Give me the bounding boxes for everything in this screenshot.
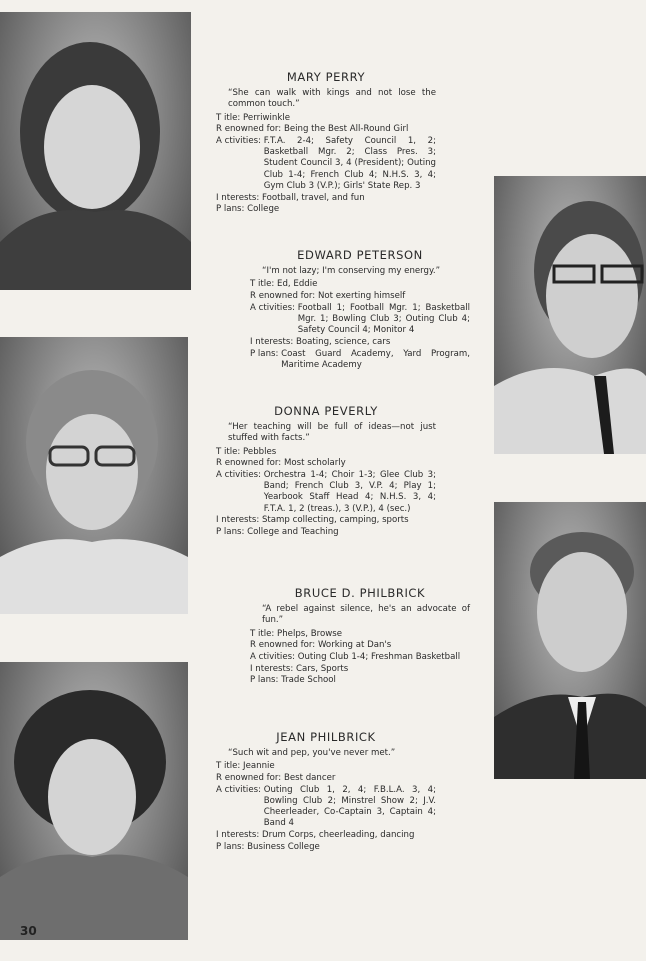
field-label: T itle: xyxy=(216,446,244,457)
field-label: R enowned for: xyxy=(216,773,284,784)
field-label: R enowned for: xyxy=(216,458,284,469)
portrait-bruce-philbrick xyxy=(494,502,646,779)
field-label: T itle: xyxy=(216,112,244,123)
title-field xyxy=(216,113,436,124)
field-value: Not exerting himself xyxy=(317,291,406,302)
field-value: Football, travel, and fun xyxy=(261,192,365,203)
activities-field xyxy=(250,652,470,663)
plans-field xyxy=(216,204,436,215)
field-value: Jeannie xyxy=(243,761,275,772)
student-name: MARY PERRY xyxy=(286,70,366,84)
field-label: I nterests: xyxy=(216,830,262,841)
field-value: Phelps, Browse xyxy=(277,628,343,639)
field-value: Ed, Eddie xyxy=(277,279,318,290)
field-value: College xyxy=(247,204,280,215)
portrait-mary-perry xyxy=(0,12,191,290)
student-name: BRUCE D. PHILBRICK xyxy=(294,586,426,600)
entry-mary-perry xyxy=(216,72,436,216)
interests-field xyxy=(250,337,470,348)
plans-field xyxy=(250,349,470,371)
field-value: Pebbles xyxy=(243,446,277,457)
field-label: A ctivities: xyxy=(250,652,298,663)
field-value: Most scholarly xyxy=(283,458,346,469)
title-field xyxy=(250,279,470,290)
field-label: T itle: xyxy=(250,628,278,639)
field-label: I nterests: xyxy=(250,336,296,347)
interests-field xyxy=(216,830,436,841)
portrait-edward-peterson xyxy=(494,176,646,454)
title-field xyxy=(216,761,436,772)
field-label: T itle: xyxy=(250,279,278,290)
field-value: Orchestra 1-4; Choir 1-3; Glee Club 3; Band; French Club 3, V.P. 4; Play 1; Yearbook Staff Head 4; N.H.S. 3, 4; F.T.A. 1, 2 (treas.), 3 (V.P.), 4 (sec.) xyxy=(263,470,436,514)
student-quote: “I'm not lazy; I'm conserving my energy.” xyxy=(262,266,441,277)
renowned-field xyxy=(216,124,436,135)
interests-field xyxy=(216,515,436,526)
field-label: I nterests: xyxy=(216,192,262,203)
title-field xyxy=(216,447,436,458)
field-label: A ctivities: xyxy=(216,136,264,147)
entry-donna-peverly xyxy=(216,406,436,539)
portrait-donna-peverly xyxy=(0,337,188,614)
field-value: Boating, science, cars xyxy=(295,336,391,347)
renowned-field xyxy=(216,773,436,784)
field-label: T itle: xyxy=(216,761,244,772)
field-value: Perriwinkle xyxy=(243,112,291,123)
field-value: Stamp collecting, camping, sports xyxy=(261,515,409,526)
renowned-field xyxy=(216,458,436,469)
field-value: Being the Best All-Round Girl xyxy=(283,124,409,135)
renowned-field xyxy=(250,291,470,302)
activities-field xyxy=(216,136,436,192)
field-label: I nterests: xyxy=(216,515,262,526)
title-field xyxy=(250,629,470,640)
plans-field xyxy=(250,675,470,686)
student-quote: “Her teaching will be full of ideas—not just stuffed with facts.” xyxy=(228,422,436,444)
interests-field xyxy=(216,193,436,204)
interests-field xyxy=(250,664,470,675)
field-value: Outing Club 1-4; Freshman Basketball xyxy=(297,652,461,663)
field-value: Football 1; Football Mgr. 1; Basketball Mgr. 1; Bowling Club 3; Outing Club 4; Safety Council 4; Monitor 4 xyxy=(297,302,470,336)
activities-field xyxy=(216,470,436,515)
field-value: Best dancer xyxy=(283,773,336,784)
field-value: Working at Dan's xyxy=(317,640,392,651)
field-label: A ctivities: xyxy=(250,302,298,313)
field-value: College and Teaching xyxy=(247,527,339,538)
student-name: JEAN PHILBRICK xyxy=(276,730,376,744)
plans-field xyxy=(216,842,436,853)
field-value: Coast Guard Academy, Yard Program, Maritime Academy xyxy=(281,348,470,370)
student-quote: “She can walk with kings and not lose the common touch.” xyxy=(228,88,436,110)
field-label: R enowned for: xyxy=(250,640,318,651)
plans-field xyxy=(216,527,436,538)
field-label: P lans: xyxy=(216,204,248,215)
field-value: F.T.A. 2-4; Safety Council 1, 2; Basketball Mgr. 2; Class Pres. 3; Student Council 3, 4 (President); Outing Club 1-4; French Club 4; N.H.S. 3, 4; Gym Club 3 (V.P.); Girls' State Rep. 3 xyxy=(263,136,436,191)
field-label: I nterests: xyxy=(250,663,296,674)
field-label: R enowned for: xyxy=(216,124,284,135)
field-value: Outing Club 1, 2, 4; F.B.L.A. 3, 4; Bowling Club 2; Minstrel Show 2; J.V. Cheerleader, Co-Captain 3, Captain 4; Band 4 xyxy=(263,784,436,829)
entry-bruce-philbrick xyxy=(250,588,470,687)
field-label: P lans: xyxy=(250,675,282,686)
renowned-field xyxy=(250,640,470,651)
entry-jean-philbrick xyxy=(216,732,436,854)
field-label: A ctivities: xyxy=(216,470,264,481)
portrait-jean-philbrick xyxy=(0,662,188,940)
field-value: Drum Corps, cheerleading, dancing xyxy=(261,830,415,841)
student-quote: “Such wit and pep, you've never met.” xyxy=(228,748,396,759)
field-value: Trade School xyxy=(281,675,336,686)
field-label: P lans: xyxy=(216,841,248,852)
field-label: A ctivities: xyxy=(216,784,264,795)
field-label: R enowned for: xyxy=(250,291,318,302)
activities-field xyxy=(216,785,436,830)
activities-field xyxy=(250,303,470,337)
field-value: Business College xyxy=(247,841,320,852)
field-value: Cars, Sports xyxy=(295,663,349,674)
page-number: 30 xyxy=(20,924,37,938)
entry-edward-peterson xyxy=(250,250,470,372)
field-label: P lans: xyxy=(250,348,282,359)
field-label: P lans: xyxy=(216,527,248,538)
student-quote: “A rebel against silence, he's an advocate of fun.” xyxy=(262,604,470,626)
student-name: EDWARD PETERSON xyxy=(297,248,423,262)
student-name: DONNA PEVERLY xyxy=(274,404,378,418)
